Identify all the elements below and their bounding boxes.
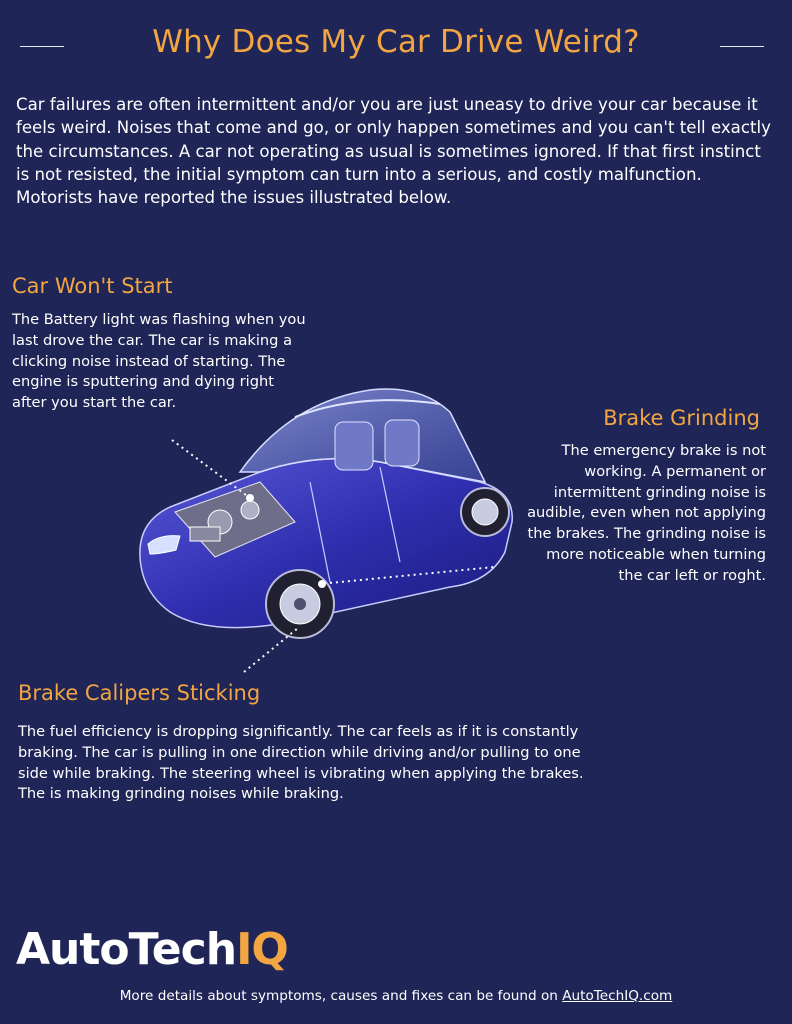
footer-text: More details about symptoms, causes and fixes can be found on (119, 988, 563, 1004)
car-wont-start-text: The Battery light was flashing when you last drove the car. The car is making a clicking noise instead of starting. The engine is sputtering and dying right after you start the car. (12, 311, 306, 412)
brake-calipers-heading: Brake Calipers Sticking (18, 681, 261, 705)
car-wont-start-heading: Car Won't Start (12, 274, 173, 298)
page-title: Why Does My Car Drive Weird? (152, 24, 640, 60)
logo-wordmark (16, 924, 288, 975)
brake-calipers-text: The fuel efficiency is dropping significantly. The car feels as if it is constantly braking. The car is pulling in one direction while driving and/or pulling to one side while braking. The steering wheel is vibrating when applying the brakes. The is making grinding noises while braking. (18, 723, 584, 803)
brake-grinding-text: The emergency brake is not working. A permanent or intermittent grinding noise is audible, even when not applying the brakes. The grinding noise is more noticeable when turning the car left or roght. (527, 442, 766, 584)
title-divider-right (720, 46, 764, 47)
footer-link[interactable]: AutoTechIQ.com (562, 988, 673, 1004)
car-cutaway-illustration (120, 322, 520, 652)
brake-grinding-heading: Brake Grinding (603, 406, 760, 430)
car-icon (120, 322, 520, 652)
title-divider-left (20, 46, 64, 47)
intro-paragraph: Car failures are often intermittent and/or you are just uneasy to drive your car because it feels weird. Noises that come and go, or only happen sometimes and you can't tell exactly the circumstances. A car not operating as usual is sometimes ignored. If that first instinct is not resisted, the initial symptom can turn into a serious, and costly malfunction. Motorists have reported the issues illustrated below. (16, 95, 771, 208)
logo-part-autotech: AutoTech (16, 924, 237, 975)
autotechiq-logo (16, 920, 416, 980)
logo-part-iq: IQ (236, 924, 288, 975)
title-row (0, 22, 792, 70)
footer-note (0, 988, 792, 1004)
